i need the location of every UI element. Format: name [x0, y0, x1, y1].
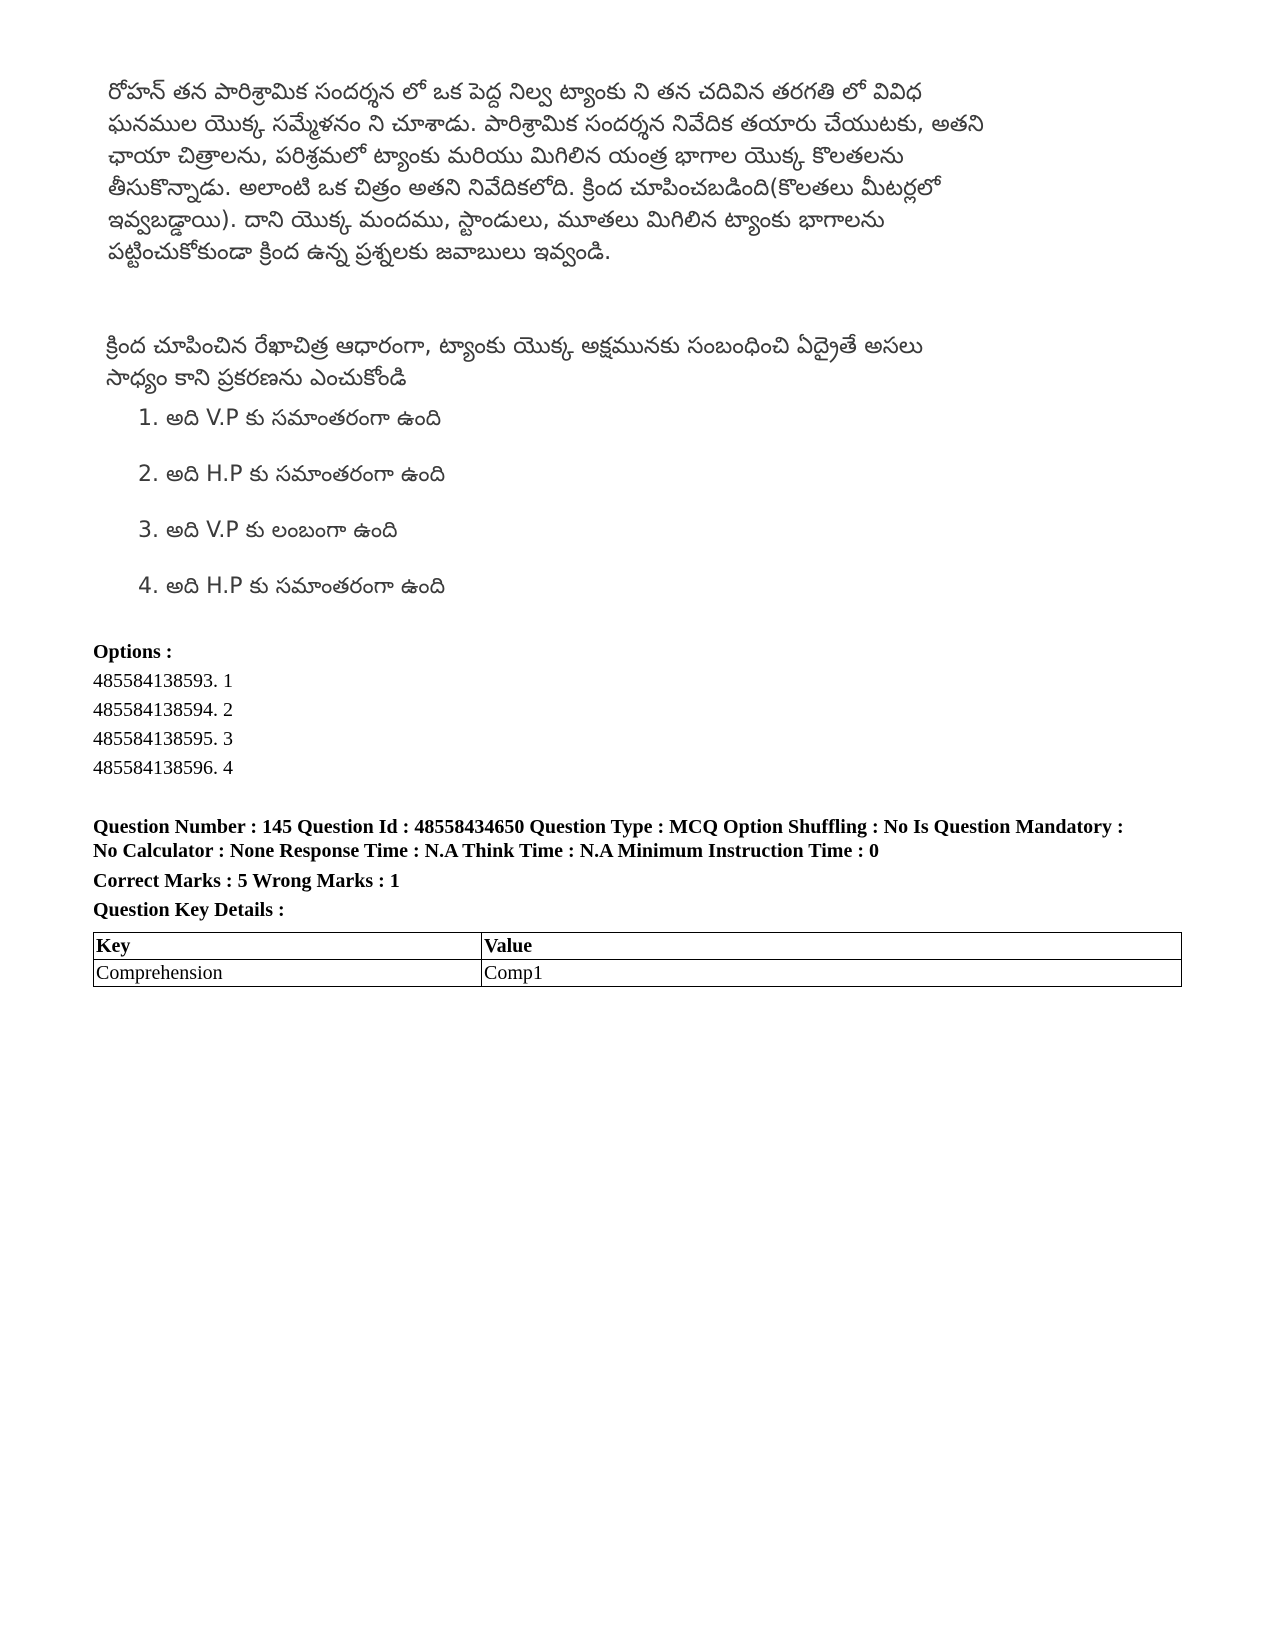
table-header-key: Key	[94, 933, 482, 960]
options-heading: Options :	[93, 641, 173, 663]
statement-4: 4. అది H.P కు సమాంతరంగా ఉంది	[138, 574, 446, 599]
table-header-value: Value	[482, 933, 1182, 960]
passage-line: పట్టించుకోకుండా క్రింద ఉన్న ప్రశ్నలకు జవాబులు ఇవ్వండి.	[108, 239, 612, 265]
comprehension-passage	[108, 76, 1188, 268]
key-details-heading: Question Key Details :	[93, 899, 285, 921]
prompt-line: క్రింద చూపించిన రేఖాచిత్ర ఆధారంగా, ట్యాంకు యొక్క అక్షమునకు సంబంధించి ఏద్రైతే అసలు	[106, 333, 924, 359]
question-meta-line-1: Question Number : 145 Question Id : 48558434650 Question Type : MCQ Option Shuffling : No Is Question Mandatory :	[93, 816, 1124, 838]
statement-1: 1. అది V.P కు సమాంతరంగా ఉంది	[138, 406, 442, 431]
table-cell-value: Comp1	[482, 960, 1182, 987]
question-meta	[93, 815, 1183, 863]
prompt-line: సాధ్యం కాని ప్రకరణను ఎంచుకోండి	[106, 365, 407, 391]
table-cell-key: Comprehension	[94, 960, 482, 987]
option-4: 485584138596. 4	[93, 757, 233, 779]
table-header-row	[94, 933, 1182, 960]
option-3: 485584138595. 3	[93, 728, 233, 750]
passage-line: ఛాయా చిత్రాలను, పరిశ్రమలో ట్యాంకు మరియు మిగిలిన యంత్ర భాగాల యొక్క కొలతలను	[108, 143, 904, 169]
passage-line: తీసుకొన్నాడు. అలాంటి ఒక చిత్రం అతని నివేదికలోది. క్రింద చూపించబడింది(కొలతలు మీటర్లలో	[108, 175, 941, 201]
passage-line: ఘనముల యొక్క సమ్మేళనం ని చూశాడు. పారిశ్రామిక సందర్శన నివేదిక తయారు చేయుటకు, అతని	[108, 111, 984, 137]
question-prompt	[106, 330, 1186, 394]
passage-line: ఇవ్వబడ్డాయి). దాని యొక్క మందము, స్టాండులు, మూతలు మిగిలిన ట్యాంకు భాగాలను	[108, 207, 885, 233]
key-details-table	[93, 932, 1182, 987]
statement-3: 3. అది V.P కు లంబంగా ఉంది	[138, 518, 398, 543]
option-2: 485584138594. 2	[93, 699, 233, 721]
question-meta-line-2: No Calculator : None Response Time : N.A Think Time : N.A Minimum Instruction Time : 0	[93, 840, 879, 862]
option-1: 485584138593. 1	[93, 670, 233, 692]
marks-line: Correct Marks : 5 Wrong Marks : 1	[93, 870, 400, 892]
passage-line: రోహన్ తన పారిశ్రామిక సందర్శన లో ఒక పెద్ద నిల్వ ట్యాంకు ని తన చదివిన తరగతి లో వివిధ	[108, 79, 922, 105]
statement-2: 2. అది H.P కు సమాంతరంగా ఉంది	[138, 462, 446, 487]
table-row	[94, 960, 1182, 987]
